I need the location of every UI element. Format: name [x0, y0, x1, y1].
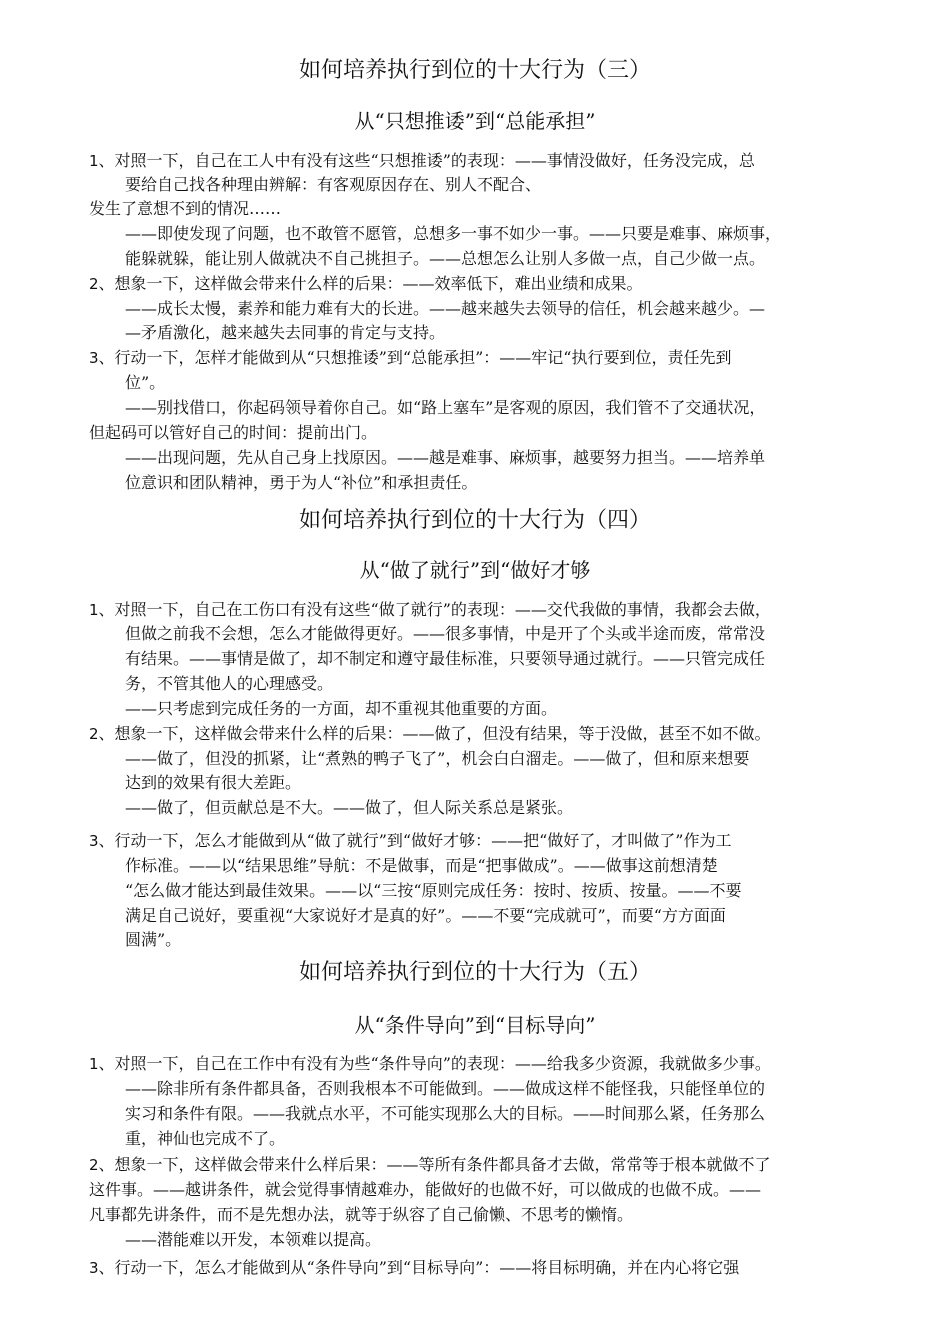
paragraph-line: [89, 1257, 739, 1279]
paragraph-line: [125, 797, 573, 819]
paragraph-line: [125, 372, 165, 394]
paragraph-line: [125, 748, 749, 770]
line-text: 、想象一下，这样做会带来什么样的后果：——效率低下，难出业绩和成果。: [98, 274, 643, 293]
paragraph-line: [125, 298, 765, 320]
paragraph-line: [125, 1229, 381, 1251]
line-text: ——做了，但贡献总是不大。——做了，但人际关系总是紧张。: [125, 798, 574, 817]
paragraph-line: [89, 1154, 771, 1176]
line-text: 、对照一下，自己在工作中有没有为些“条件导向”的表现：——给我多少资源，我就做多少事。: [98, 1054, 771, 1073]
section-title: 如何培养执行到位的十大行为（四）: [298, 508, 651, 533]
paragraph-line: [125, 1128, 285, 1150]
paragraph-line: [125, 248, 765, 270]
line-text: ——除非所有条件都具备，否则我根本不可能做到。——做成这样不能怪我，只能怪单位的: [125, 1079, 766, 1098]
line-text: 、行动一下，怎么才能做到从“条件导向”到“目标导向”：——将目标明确，并在内心将它强: [98, 1258, 740, 1277]
line-text: 能躲就躲，能让别人做就决不自己挑担子。——总想怎么让别人多做一点，自己少做一点。: [125, 249, 766, 268]
paragraph-line: [125, 447, 765, 469]
line-text: ——成长太慢，素养和能力难有大的长进。——越来越失去领导的信任，机会越来越少。—: [125, 299, 766, 318]
paragraph-line: [125, 673, 333, 695]
paragraph-line: [125, 772, 301, 794]
line-text: 有结果。——事情是做了，却不制定和遵守最佳标准，只要领导通过就行。——只管完成任: [125, 649, 766, 668]
paragraph-line: [89, 347, 731, 369]
item-number: 3: [89, 1259, 99, 1277]
paragraph-line: [125, 929, 181, 951]
paragraph-line: [89, 599, 771, 621]
paragraph-line: [89, 422, 377, 444]
paragraph-line: [125, 223, 781, 245]
line-text: —矛盾激化，越来越失去同事的肯定与支持。: [125, 323, 446, 342]
item-number: 3: [89, 832, 99, 850]
item-number: 2: [89, 275, 99, 293]
line-text: ——出现问题，先从自己身上找原因。——越是难事、麻烦事，越要努力担当。——培养单: [125, 448, 766, 467]
line-text: 要给自己找各种理由辨解：有客观原因存在、别人不配合、: [125, 175, 542, 194]
line-text: 、想象一下，这样做会带来什么样后果：——等所有条件都具备才去做，常常等于根本就做不了: [98, 1155, 771, 1174]
line-text: 实习和条件有限。——我就点水平，不可能实现那么大的目标。——时间那么紧，任务那么: [125, 1104, 766, 1123]
paragraph-line: [125, 322, 445, 344]
item-number: 1: [89, 1055, 99, 1073]
paragraph-line: [89, 1179, 761, 1201]
paragraph-line: [125, 472, 477, 494]
paragraph-line: [125, 1103, 765, 1125]
paragraph-line: [125, 698, 557, 720]
line-text: 圆满”。: [125, 930, 182, 949]
line-text: ——潜能难以开发，本领难以提高。: [125, 1230, 382, 1249]
paragraph-line: [89, 830, 731, 852]
paragraph-line: [125, 855, 718, 877]
line-text: ——即使发现了问题，也不敢管不愿管，总想多一事不如少一事。——只要是难事、麻烦事，: [125, 224, 782, 243]
line-text: 满足自己说好，要重视“大家说好才是真的好”。——不要“完成就可”，而要“方方面面: [125, 906, 726, 925]
line-text: 凡事都先讲条件，而不是先想办法，就等于纵容了自己偷懒、不思考的懒惰。: [89, 1205, 634, 1224]
item-number: 2: [89, 725, 99, 743]
paragraph-line: [89, 1204, 633, 1226]
paragraph-line: [125, 623, 765, 645]
line-text: “怎么做才能达到最佳效果。——以“三按“原则完成任务：按时、按质、按量。——不要: [125, 881, 742, 900]
item-number: 2: [89, 1156, 99, 1174]
item-number: 1: [89, 152, 99, 170]
line-text: 、行动一下，怎么才能做到从“做了就行”到“做好才够：——把“做好了，才叫做了”作为工: [98, 831, 732, 850]
section-title: 如何培养执行到位的十大行为（五）: [298, 960, 651, 985]
paragraph-line: [125, 880, 742, 902]
line-text: 、想象一下，这样做会带来什么样的后果：——做了，但没有结果，等于没做，甚至不如不做。: [98, 724, 771, 743]
paragraph-line: [125, 174, 541, 196]
paragraph-line: [125, 905, 726, 927]
paragraph-line: [125, 397, 765, 419]
line-text: 位意识和团队精神，勇于为人“补位”和承担责任。: [125, 473, 478, 492]
section-subtitle: 从“做了就行”到“做好才够: [359, 558, 591, 582]
paragraph-line: [89, 273, 643, 295]
line-text: 作标准。——以“结果思维”导航：不是做事，而是“把事做成”。——做事这前想清楚: [125, 856, 718, 875]
line-text: 重，神仙也完成不了。: [125, 1129, 286, 1148]
paragraph-line: [125, 648, 765, 670]
line-text: ——只考虑到完成任务的一方面，却不重视其他重要的方面。: [125, 699, 558, 718]
line-text: 、对照一下，自己在工人中有没有这些“只想推诿”的表现：——事情没做好，任务没完成，总: [98, 151, 755, 170]
paragraph-line: [89, 1053, 771, 1075]
line-text: 务，不管其他人的心理感受。: [125, 674, 334, 693]
line-text: ——做了，但没的抓紧，让“煮熟的鸭子飞了”，机会白白溜走。——做了，但和原来想要: [125, 749, 750, 768]
item-number: 3: [89, 349, 99, 367]
line-text: 但起码可以管好自己的时间：提前出门。: [89, 423, 378, 442]
section-subtitle: 从“只想推诿”到“总能承担”: [354, 109, 596, 133]
paragraph-line: [89, 723, 771, 745]
paragraph-line: [89, 198, 281, 220]
section-title: 如何培养执行到位的十大行为（三）: [298, 58, 651, 83]
line-text: 这件事。——越讲条件，就会觉得事情越难办，能做好的也做不好，可以做成的也做不成。——: [89, 1180, 762, 1199]
line-text: 、行动一下，怎样才能做到从“只想推诿”到“总能承担”：——牢记“执行要到位，责任先到: [98, 348, 732, 367]
paragraph-line: [89, 150, 755, 172]
line-text: 达到的效果有很大差距。: [125, 773, 302, 792]
line-text: 但做之前我不会想，怎么才能做得更好。——很多事情，中是开了个头或半途而废，常常没: [125, 624, 766, 643]
section-subtitle: 从“条件导向”到“目标导向”: [354, 1013, 596, 1037]
line-text: 发生了意想不到的情况……: [89, 199, 282, 218]
paragraph-line: [125, 1078, 765, 1100]
line-text: 、对照一下，自己在工伤口有没有这些“做了就行”的表现：——交代我做的事情，我都会去做，: [98, 600, 771, 619]
line-text: ——别找借口，你起码领导着你自己。如“路上塞车”是客观的原因，我们管不了交通状况，: [125, 398, 766, 417]
line-text: 位”。: [125, 373, 166, 392]
item-number: 1: [89, 601, 99, 619]
